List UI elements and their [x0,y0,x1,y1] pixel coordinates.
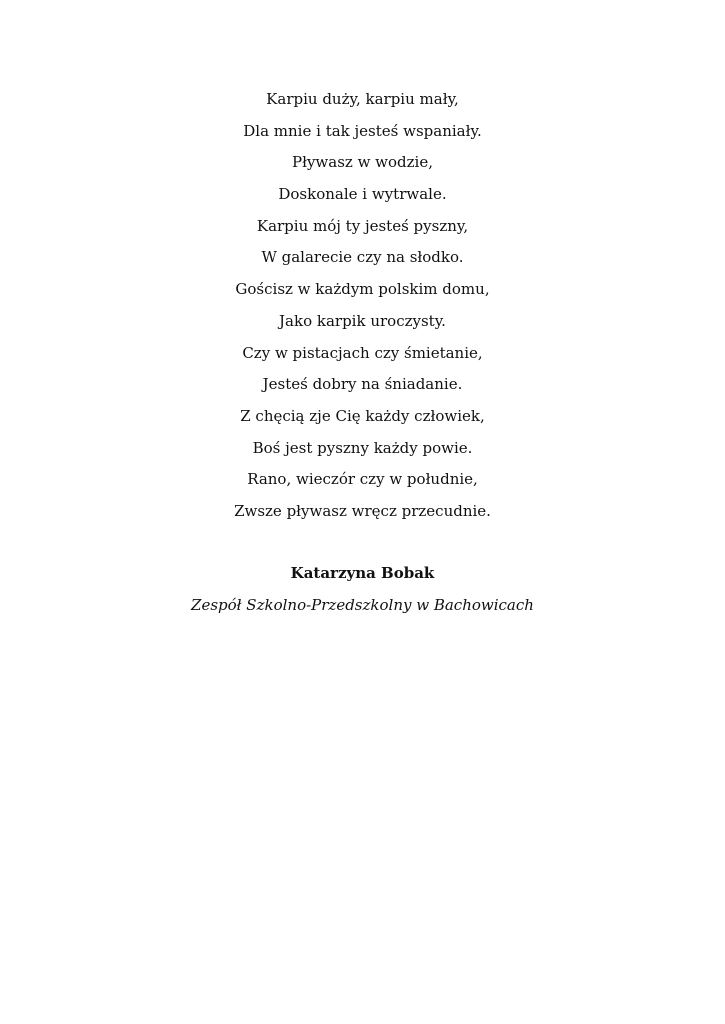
poem [0,84,725,528]
poem-line: Boś jest pyszny każdy powie. [252,438,473,457]
poem-line: Doskonale i wytrwale. [278,185,447,204]
poem-line: Jako karpik uroczysty. [279,311,446,330]
poem-line: Gościsz w każdym polskim domu, [235,280,490,299]
poem-line: Rano, wieczór czy w południe, [247,470,478,489]
poem-line: Dla mnie i tak jesteś wspaniały. [243,121,482,140]
poem-line: Karpiu mój ty jesteś pyszny, [256,216,469,235]
poem-line: Jesteś dobry na śniadanie. [262,375,463,394]
poem-line: Zwsze pływasz wręcz przecudnie. [234,501,491,520]
poem-line: W galarecie czy na słodko. [261,248,464,267]
poem-line: Czy w pistacjach czy śmietanie, [242,343,483,362]
poem-line: Z chęcią zje Cię każdy człowiek, [240,406,485,425]
poem-line: Pływasz w wodzie, [291,153,433,172]
author-name: Katarzyna Bobak [290,564,435,582]
school-name: Zespół Szkolno-Przedszkolny w Bachowicach [191,596,534,614]
poem-line: Karpiu duży, karpiu mały, [266,90,459,108]
